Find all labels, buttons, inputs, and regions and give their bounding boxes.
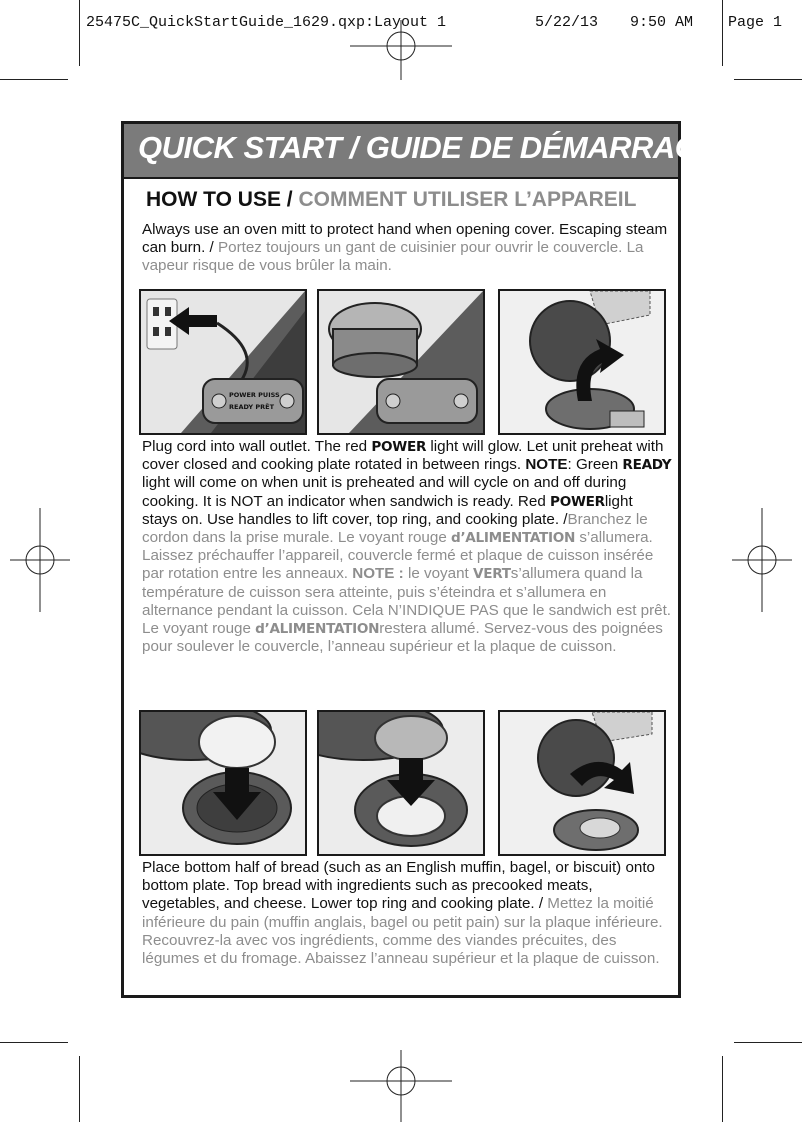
title-banner bbox=[124, 124, 719, 179]
step1-fr-2: s’allumera. Laissez préchauffer l’appareil, couvercle fermé et plaque de cuisson insérée par rotation entre les anneaux. bbox=[142, 529, 654, 583]
step1-fr-5: restera allumé. Servez-vous des poignées pour soulever le couvercle, l’anneau supérieur et la plaque de cuisson. bbox=[142, 620, 663, 656]
step1-fr-1: Branchez le cordon dans la prise murale. Le voyant rouge bbox=[142, 510, 648, 547]
slug-time: 9:50 AM bbox=[630, 14, 694, 31]
lowering-cover bbox=[538, 720, 614, 796]
slug-filename: 25475C_QuickStartGuide_1629.qxp:Layout 1 bbox=[86, 14, 447, 31]
page-title: QUICK START / GUIDE DE DÉMARRAGE bbox=[138, 130, 719, 165]
slug-page: Page 1 bbox=[728, 14, 783, 31]
quick-start-panel bbox=[121, 121, 719, 998]
registration-mark-bottom bbox=[350, 1050, 452, 1122]
power-light-icon bbox=[386, 394, 400, 408]
step2-fr: Mettez la moitié inférieure du pain (muffin anglais, bagel ou petit pain) sur la plaque inférieure. Recouvrez-la avec vos ingrédients, comme des viandes précuites, des légumes et du fromage. Abaissez l’anneau supérieur et la plaque de cuisson. bbox=[142, 895, 663, 968]
ready-light-icon bbox=[280, 394, 294, 408]
step2-text bbox=[142, 859, 672, 968]
step1-text bbox=[142, 438, 672, 656]
photo-lift-cover bbox=[498, 289, 666, 435]
panel-label-power: POWER PUISS bbox=[229, 391, 280, 399]
bread-half bbox=[199, 716, 275, 768]
registration-mark-top bbox=[350, 20, 452, 80]
warning-en: Always use an oven mitt to protect hand when opening cover. Escaping steam can burn. / bbox=[142, 221, 668, 257]
step1-en-3: : Green bbox=[567, 456, 619, 474]
photo-place-bread bbox=[139, 710, 307, 856]
registration-mark-right bbox=[732, 508, 792, 612]
photo-lower-ring bbox=[498, 710, 666, 856]
warning-text bbox=[142, 221, 672, 276]
step1-fr-alim: d’ALIMENTATION bbox=[451, 530, 576, 547]
section-heading-fr: COMMENT UTILISER L’APPAREIL bbox=[298, 188, 637, 211]
step1-en-power: POWER bbox=[371, 439, 427, 455]
photo-unit-preheat bbox=[317, 289, 485, 435]
slug-date: 5/22/13 bbox=[535, 14, 599, 31]
step1-en-note: NOTE bbox=[525, 456, 568, 474]
step1-en-5: light stays on. Use handles to lift cover, top ring, and cooking plate. / bbox=[142, 492, 633, 528]
sandwich bbox=[580, 818, 620, 838]
photo-plug-outlet bbox=[139, 289, 307, 435]
top-bread bbox=[375, 716, 447, 760]
step1-en-power2: POWER bbox=[550, 493, 605, 510]
section-heading bbox=[146, 188, 636, 212]
wall-outlet bbox=[147, 299, 177, 349]
step1-en-4: light will come on when unit is preheated and will cycle on and off during cooking. It is NOT an indicator when sandwich is ready. Red bbox=[142, 474, 627, 510]
warning-fr: Portez toujours un gant de cuisinier pour ouvrir le couvercle. La vapeur risque de vous brûler la main. bbox=[142, 239, 644, 275]
panel-label-ready: READY PRÊT bbox=[229, 403, 275, 411]
section-heading-en: HOW TO USE / bbox=[146, 188, 293, 211]
power-light-icon bbox=[212, 394, 226, 408]
step1-en-1: Plug cord into wall outlet. The red bbox=[142, 438, 368, 455]
photo-add-ingredients bbox=[317, 710, 485, 856]
step1-fr-note: NOTE : bbox=[352, 565, 404, 583]
step1-en-2: light will glow. Let unit preheat with cover closed and cooking plate rotated in between rings. bbox=[142, 438, 664, 474]
registration-mark-left bbox=[10, 508, 70, 612]
step1-fr-alim2: d’ALIMENTATION bbox=[255, 621, 380, 638]
step1-en-ready: READY bbox=[622, 457, 672, 474]
step1-fr-3: le voyant bbox=[407, 565, 469, 583]
step1-fr-vert: VERT bbox=[472, 566, 511, 583]
ready-light-icon bbox=[454, 394, 468, 408]
step2-en: Place bottom half of bread (such as an English muffin, bagel, or biscuit) onto bottom plate. Top bread with ingredients such as precooked meats, vegetables, and cheese. Lower top ring and cooking plate. / bbox=[142, 859, 656, 913]
step1-fr-4: s’allumera quand la température de cuisson sera atteinte, puis s’éteindra et s’allumera en alternance pendant la cuisson. Cela N’INDIQUE PAS que le sandwich est prêt. Le voyant rouge bbox=[142, 565, 672, 638]
